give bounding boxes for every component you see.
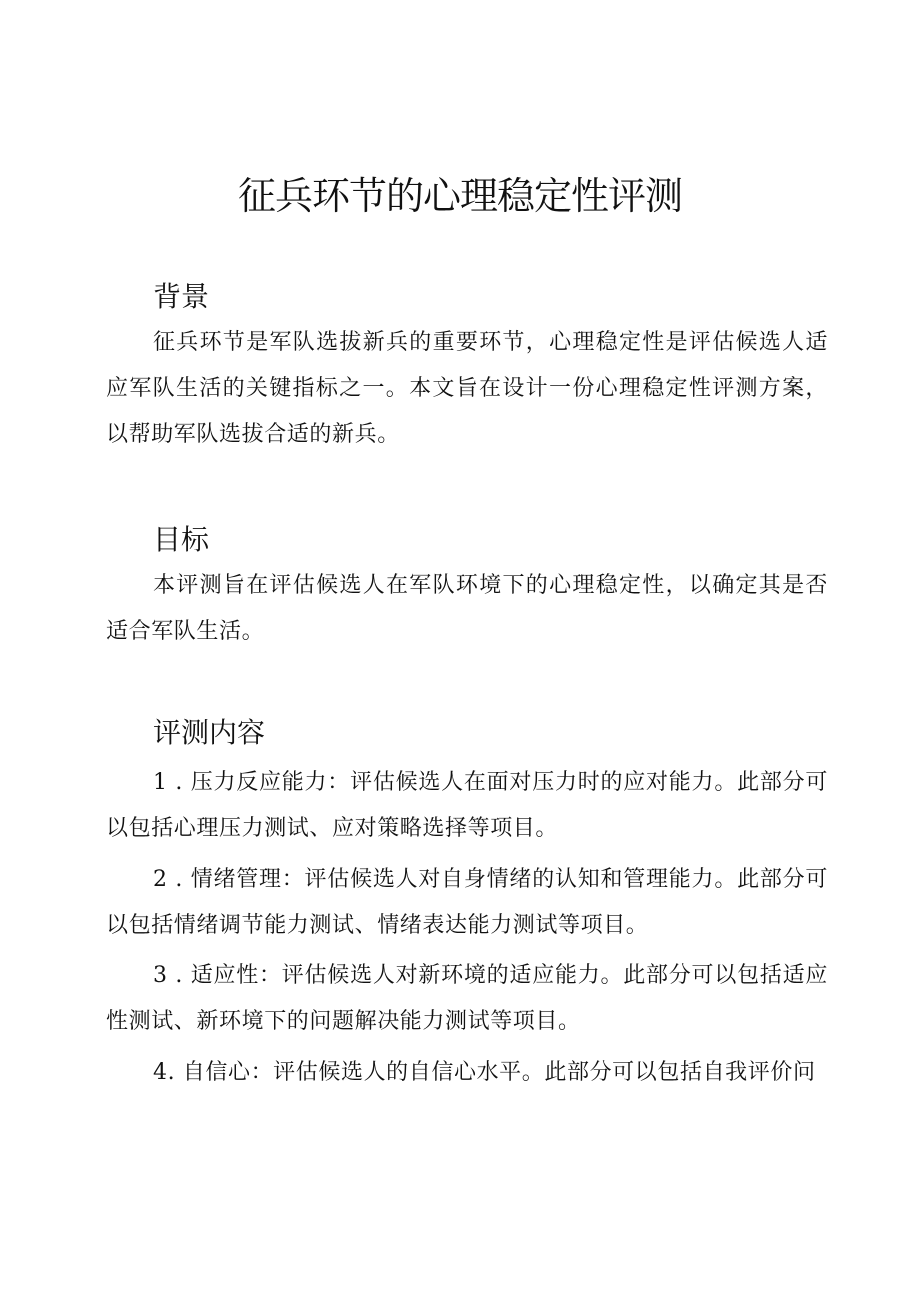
goal-paragraph: 本评测旨在评估候选人在军队环境下的心理稳定性，以确定其是否适合军队生活。 xyxy=(106,573,828,644)
section-heading-background: 背景 xyxy=(153,280,210,313)
background-paragraph: 征兵环节是军队选拔新兵的重要环节，心理稳定性是评估候选人适应军队生活的关键指标之一。本文旨在设计一份心理稳定性评测方案，以帮助军队选拔合适的新兵。 xyxy=(106,330,828,447)
content-item-1: 1 . 压力反应能力：评估候选人在面对压力时的应对能力。此部分可以包括心理压力测试、应对策略选择等项目。 xyxy=(106,770,828,841)
content-item-4: 4. 自信心：评估候选人的自信心水平。此部分可以包括自我评价问 xyxy=(153,1060,816,1085)
content-item-2: 2 . 情绪管理：评估候选人对自身情绪的认知和管理能力。此部分可以包括情绪调节能力测试、情绪表达能力测试等项目。 xyxy=(106,867,828,938)
section-heading-content: 评测内容 xyxy=(153,716,266,749)
document-title: 征兵环节的心理稳定性评测 xyxy=(237,174,682,218)
content-item-3: 3 . 适应性：评估候选人对新环境的适应能力。此部分可以包括适应性测试、新环境下的问题解决能力测试等项目。 xyxy=(106,963,828,1034)
section-heading-goal: 目标 xyxy=(153,523,210,556)
